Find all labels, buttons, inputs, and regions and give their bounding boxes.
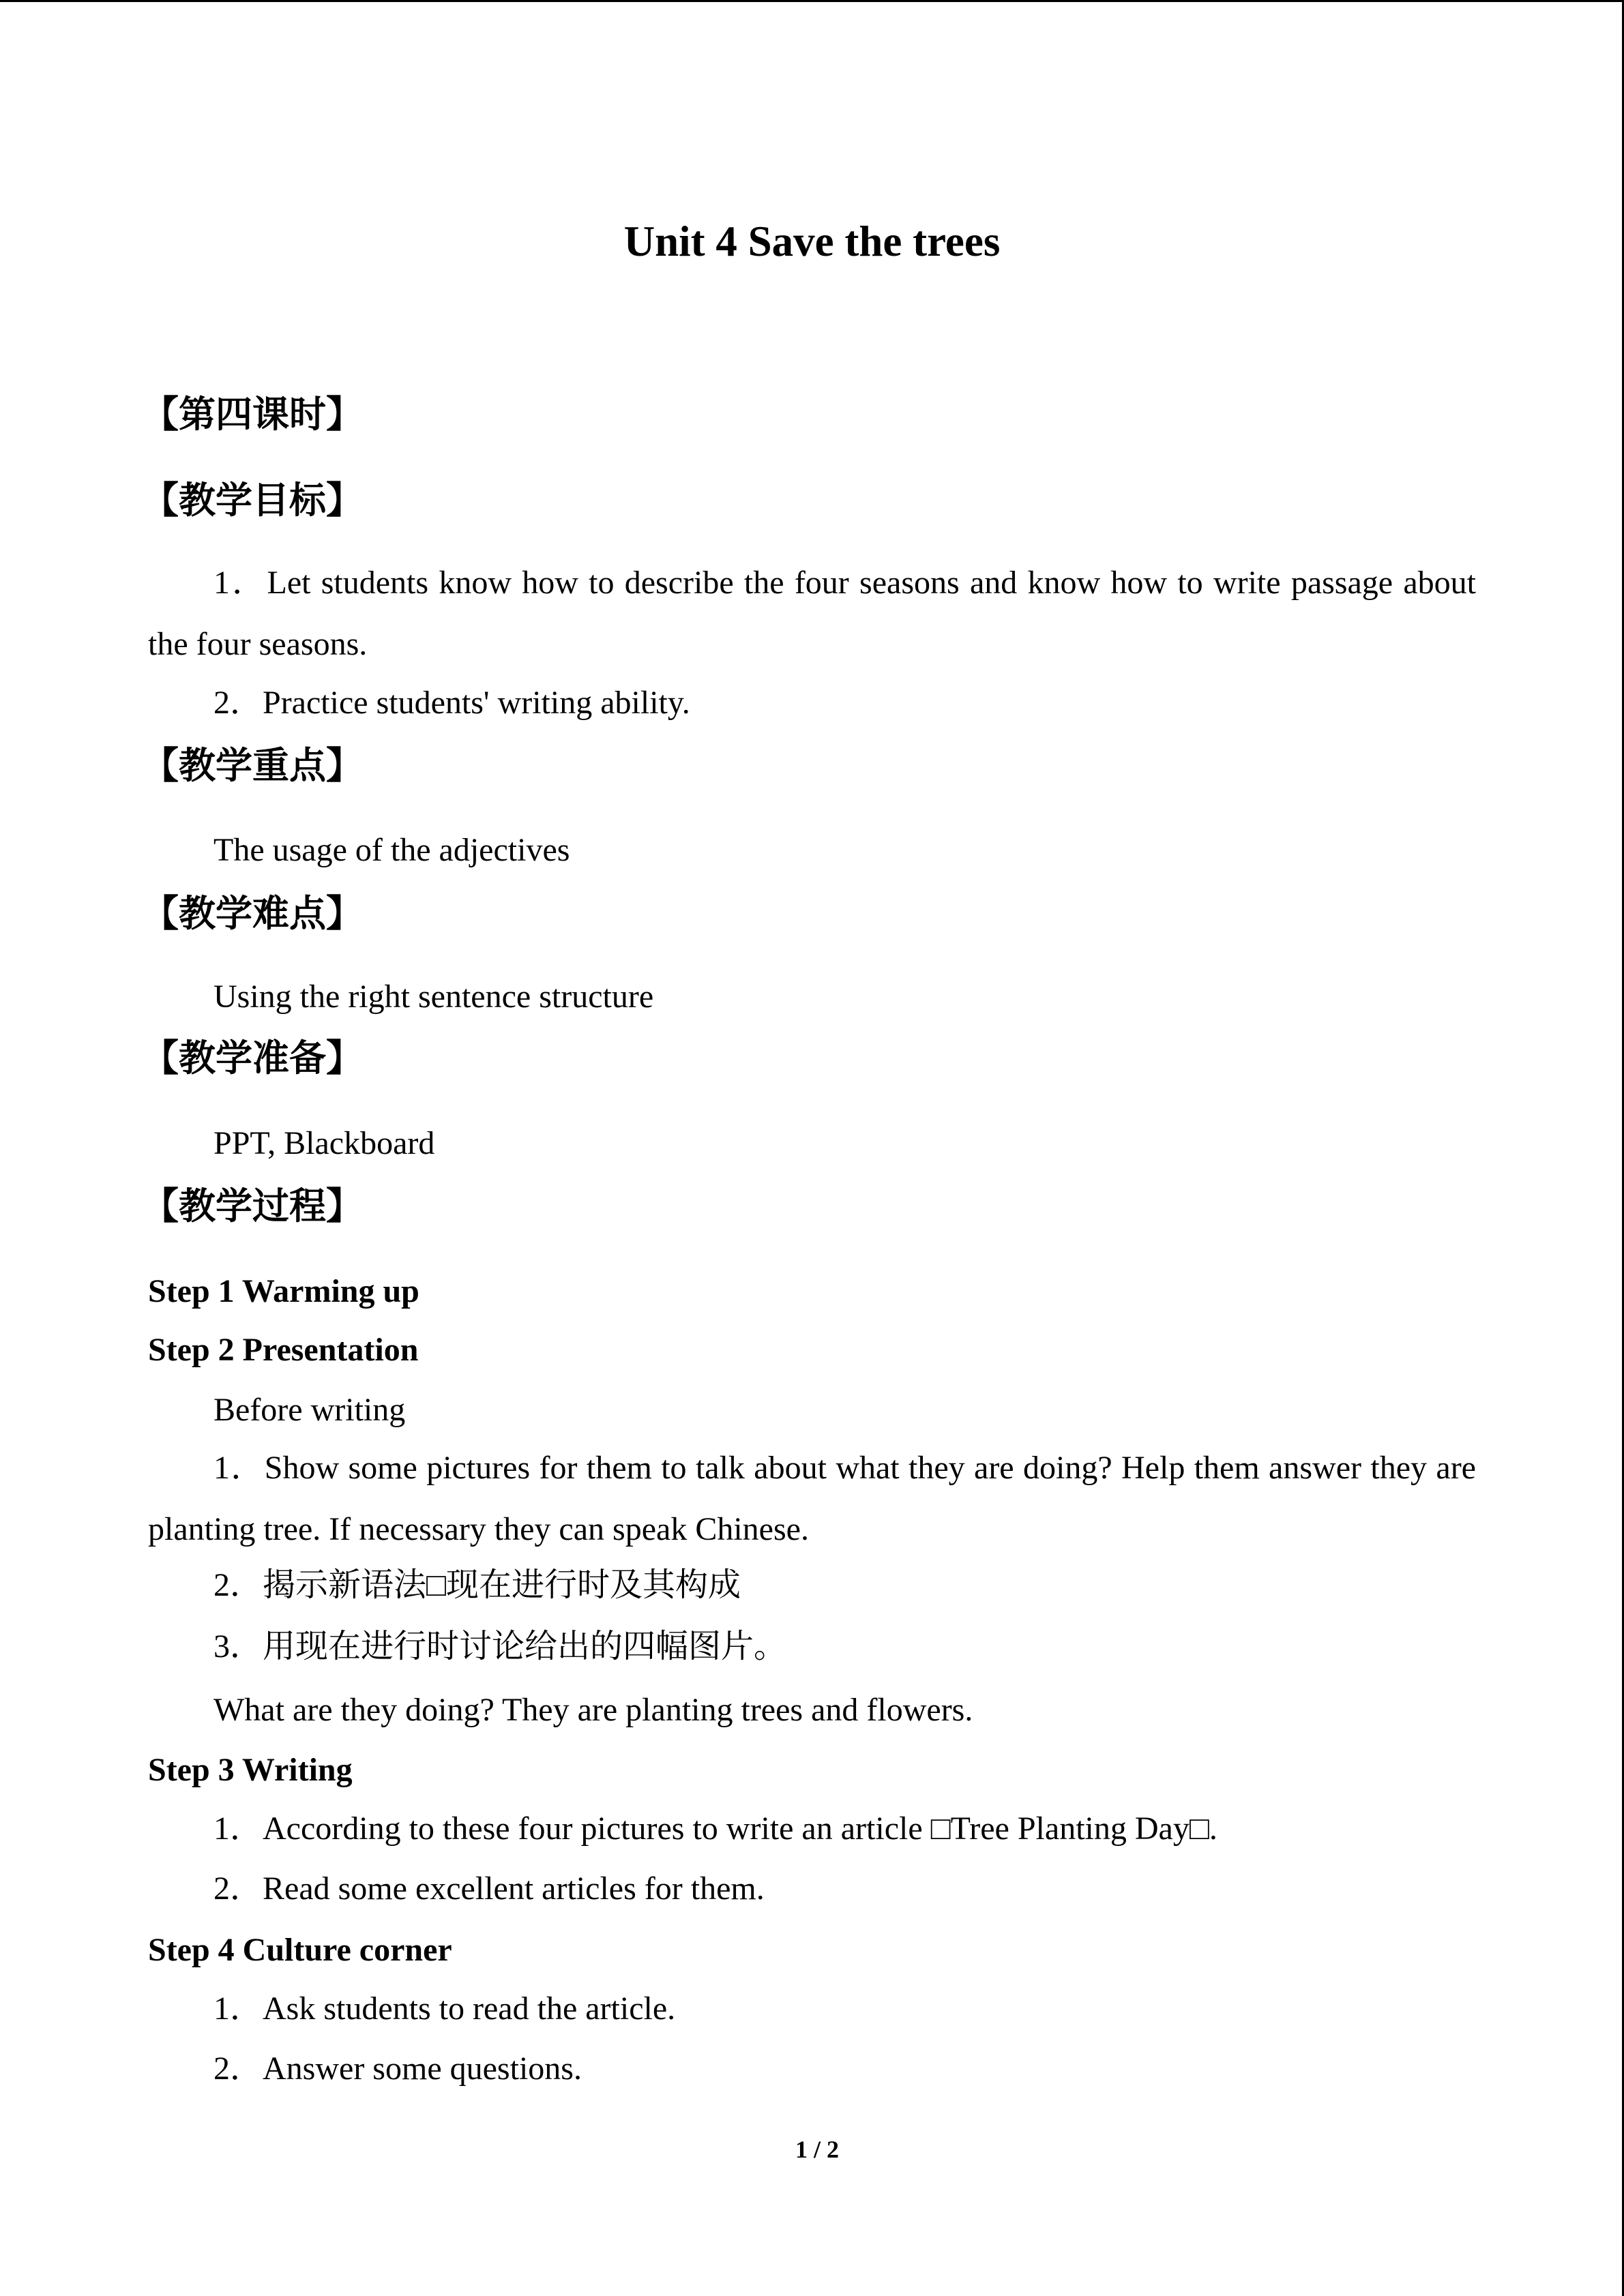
difficulties-text: Using the right sentence structure <box>213 979 654 1015</box>
document-title: Unit 4 Save the trees <box>623 218 1001 265</box>
step-title: Step 3 Writing <box>148 1752 353 1788</box>
step-item: 2．Read some excellent articles for them. <box>213 1870 765 1907</box>
step-title: Step 4 Culture corner <box>148 1932 452 1968</box>
step-title: Step 2 Presentation <box>148 1332 419 1368</box>
step-item: 1．According to these four pictures to write an article □Tree Planting Day□. <box>213 1810 1217 1847</box>
preparation-heading: 【教学准备】 <box>142 1038 363 1079</box>
step-item: 3．用现在进行时讨论给出的四幅图片。 <box>213 1628 787 1665</box>
key-points-text: The usage of the adjectives <box>213 832 570 868</box>
step-title: Step 1 Warming up <box>148 1273 419 1309</box>
step-item: 1．Ask students to read the article. <box>213 1991 676 2027</box>
objective-item: 1．Let students know how to describe the four seasons and know how to write passage about the four seasons. <box>148 565 1476 662</box>
process-heading: 【教学过程】 <box>142 1186 363 1227</box>
step-item: 2．揭示新语法□现在进行时及其构成 <box>213 1567 741 1603</box>
difficulties-heading: 【教学难点】 <box>142 893 363 934</box>
page-number: 1 / 2 <box>795 2136 839 2163</box>
objectives-heading: 【教学目标】 <box>142 480 363 521</box>
step-example: What are they doing? They are planting trees and flowers. <box>213 1692 973 1728</box>
key-points-heading: 【教学重点】 <box>142 745 363 786</box>
preparation-text: PPT, Blackboard <box>213 1125 435 1161</box>
lesson-period-heading: 【第四课时】 <box>142 394 363 435</box>
step-item: 2．Answer some questions. <box>213 2051 582 2087</box>
page-edge-top-line <box>0 0 1624 2</box>
step-subtitle: Before writing <box>213 1392 406 1428</box>
step-item: 1．Show some pictures for them to talk about what they are doing? Help them answer they are planting tree. If necessary they can speak Chinese. <box>148 1450 1476 1547</box>
objective-item: 2．Practice students' writing ability. <box>213 685 690 721</box>
